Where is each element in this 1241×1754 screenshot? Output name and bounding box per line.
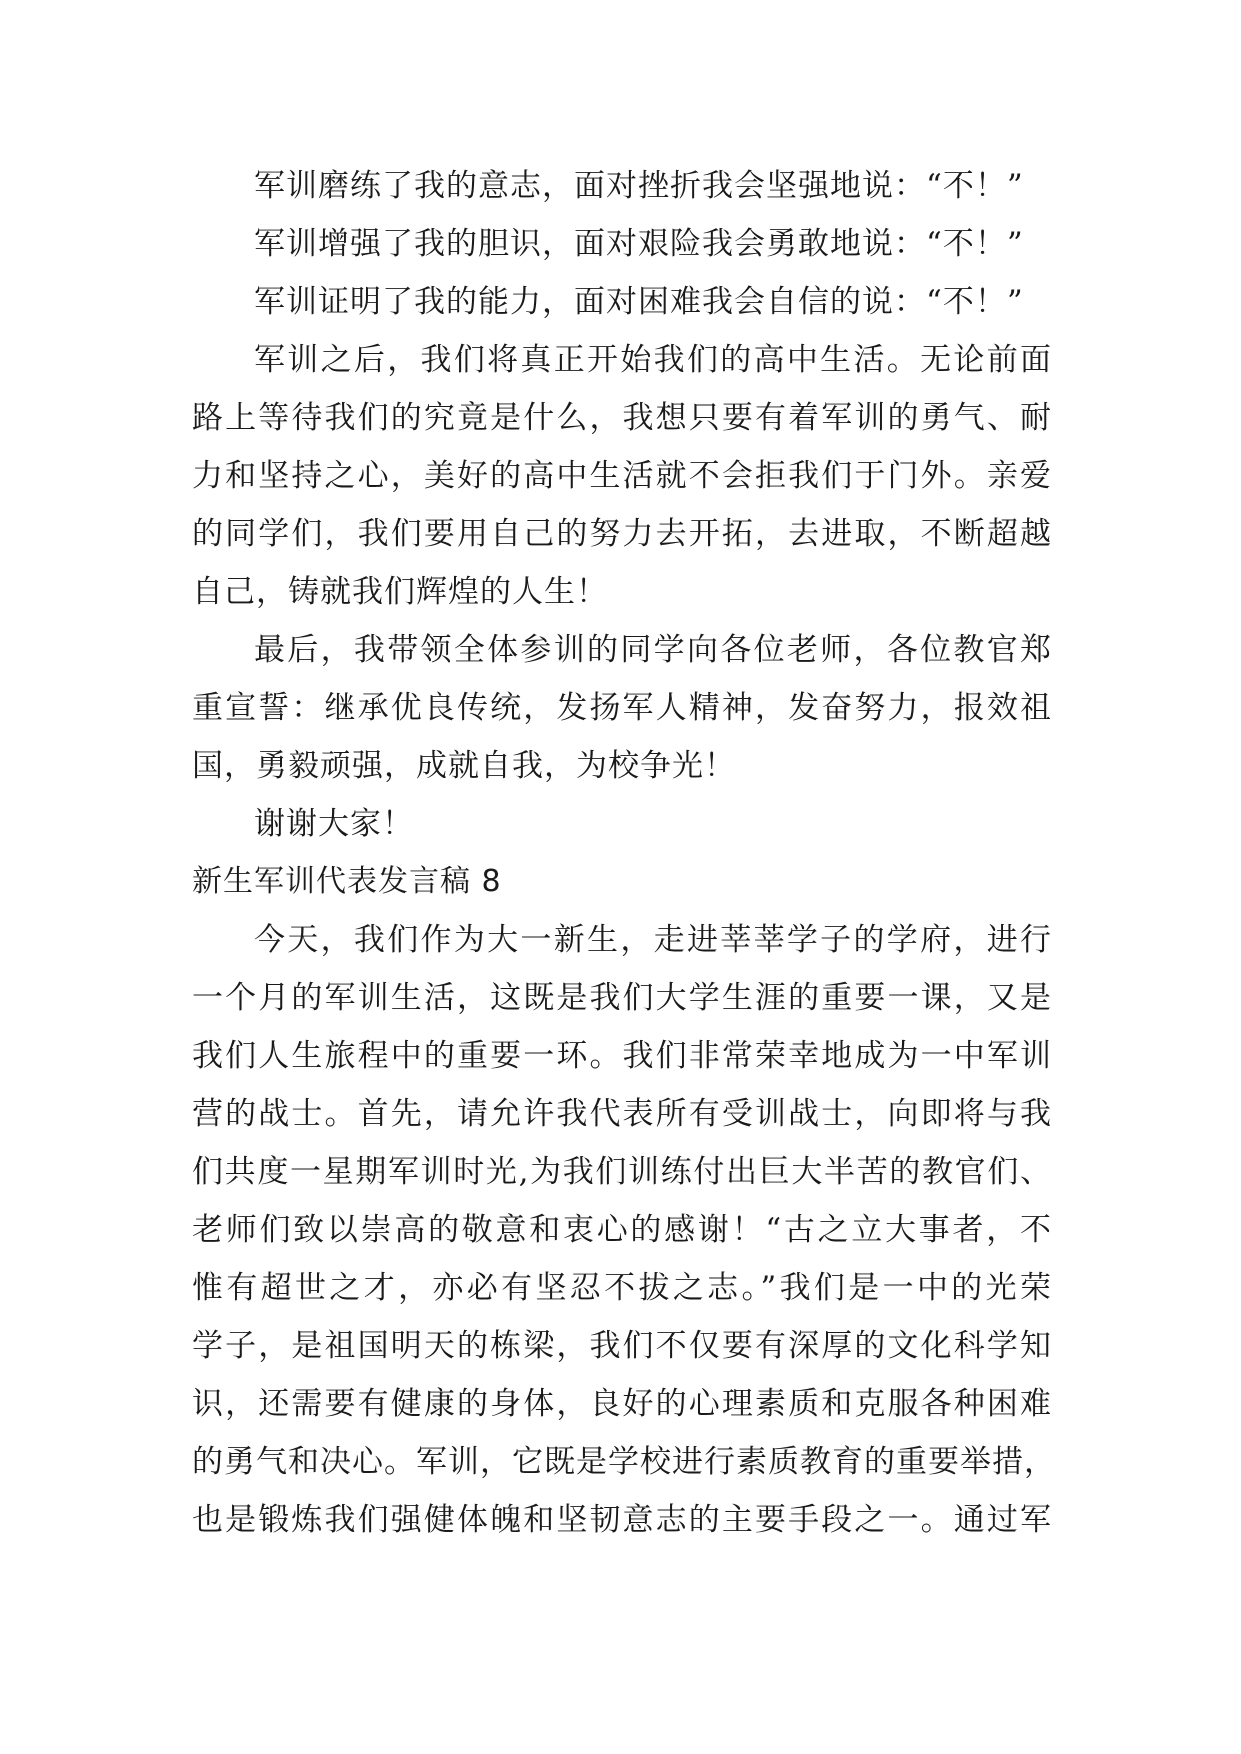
text-line: 们共度一星期军训时光,为我们训练付出巨大半苦的教官们、 [192, 1154, 1052, 1190]
text-line: 也是锻炼我们强健体魄和坚韧意志的主要手段之一。通过军 [192, 1502, 1052, 1538]
text-line: 惟有超世之才，亦必有坚忍不拔之志。”我们是一中的光荣 [192, 1270, 1052, 1306]
text-line: 路上等待我们的究竟是什么，我想只要有着军训的勇气、耐 [192, 400, 1052, 436]
text-line: 最后，我带领全体参训的同学向各位老师，各位教官郑 [254, 632, 1052, 668]
text-line: 营的战士。首先，请允许我代表所有受训战士，向即将与我 [192, 1096, 1052, 1132]
document-body [192, 157, 1056, 1549]
text-line: 识，还需要有健康的身体，良好的心理素质和克服各种困难 [192, 1386, 1052, 1422]
text-line: 学子，是祖国明天的栋梁，我们不仅要有深厚的文化科学知 [192, 1328, 1052, 1364]
text-line: 力和坚持之心，美好的高中生活就不会拒我们于门外。亲爱 [192, 458, 1052, 494]
text-line: 今天，我们作为大一新生，走进莘莘学子的学府，进行 [254, 922, 1052, 958]
text-line: 自己，铸就我们辉煌的人生！ [192, 574, 608, 610]
text-line: 重宣誓：继承优良传统，发扬军人精神，发奋努力，报效祖 [192, 690, 1052, 726]
text-line: 一个月的军训生活，这既是我们大学生涯的重要一课，又是 [192, 980, 1052, 1016]
text-line: 的同学们，我们要用自己的努力去开拓，去进取，不断超越 [192, 516, 1052, 552]
text-line: 的勇气和决心。军训，它既是学校进行素质教育的重要举措， [192, 1444, 1056, 1480]
text-line: 军训证明了我的能力，面对困难我会自信的说：“不！” [254, 284, 1024, 320]
text-line: 军训磨练了我的意志，面对挫折我会坚强地说：“不！” [254, 168, 1024, 204]
thanks-line: 谢谢大家！ [254, 806, 414, 842]
section-title: 新生军训代表发言稿 8 [192, 864, 502, 899]
text-line: 老师们致以崇高的敬意和衷心的感谢！“古之立大事者，不 [192, 1212, 1052, 1248]
text-line: 我们人生旅程中的重要一环。我们非常荣幸地成为一中军训 [192, 1038, 1052, 1074]
text-line: 军训增强了我的胆识，面对艰险我会勇敢地说：“不！” [254, 226, 1024, 262]
text-line: 国，勇毅顽强，成就自我，为校争光！ [192, 748, 736, 784]
text-line: 军训之后，我们将真正开始我们的高中生活。无论前面 [254, 342, 1052, 378]
